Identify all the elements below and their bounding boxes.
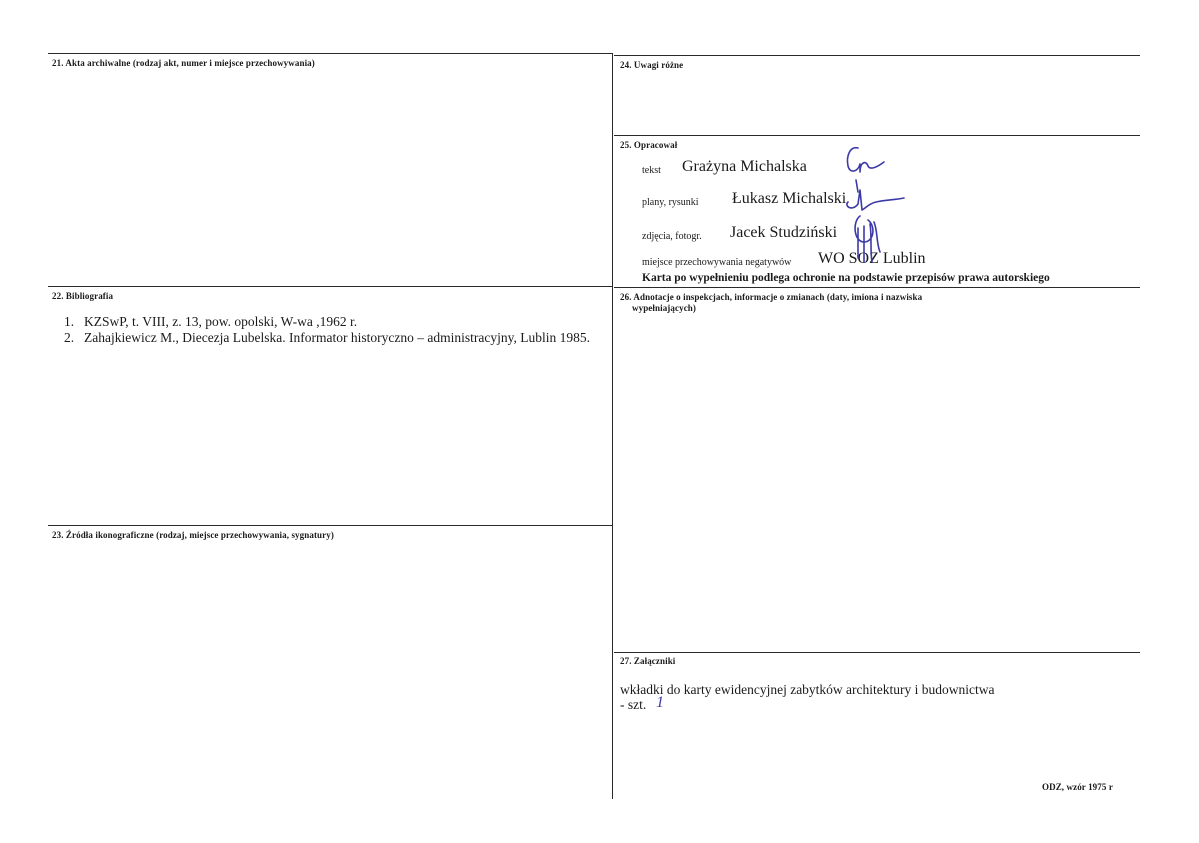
photos-author-value: Jacek Studziński (730, 224, 838, 241)
rule-25-top (614, 135, 1140, 136)
negatives-location-label: miejsce przechowywania negatywów (642, 257, 792, 268)
bibliography-item (64, 330, 624, 346)
signature-photos-author (838, 212, 888, 266)
section-21-title: 21. Akta archiwalne (rodzaj akt, numer i miejsce przechowywania) (52, 58, 315, 68)
bibliography-item-number: 1. (64, 314, 75, 329)
top-rule-right (614, 55, 1140, 56)
bibliography-list (64, 314, 624, 346)
attachments-quantity-label: - szt. (620, 697, 647, 712)
bibliography-item-text: Zahajkiewicz M., Diecezja Lubelska. Informator historyczno – administracyjny, Lublin 1985. (84, 330, 590, 345)
attachments-quantity-value: 1 (656, 694, 664, 711)
copyright-note: Karta po wypełnieniu podlega ochronie na podstawie przepisów prawa autorskiego (642, 272, 1050, 284)
center-divider (612, 53, 613, 799)
top-rule-left (48, 53, 612, 54)
section-24-title: 24. Uwagi różne (620, 60, 684, 70)
section-22-title: 22. Bibliografia (52, 291, 114, 301)
photos-author-label: zdjęcia, fotogr. (642, 231, 702, 242)
bibliography-item-text: KZSwP, t. VIII, z. 13, pow. opolski, W-wa ,1962 r. (84, 314, 358, 329)
section-25-title: 25. Opracował (620, 140, 678, 150)
text-author-label: tekst (642, 165, 661, 176)
negatives-location-value: WO SOZ Lublin (818, 250, 926, 267)
rule-22-top (48, 286, 612, 287)
rule-23-top (48, 525, 612, 526)
section-27-title: 27. Załączniki (620, 656, 676, 666)
section-26-title: 26. Adnotacje o inspekcjach, informacje o zmianach (daty, imiona i nazwiska (620, 292, 923, 302)
plans-author-label: plany, rysunki (642, 197, 699, 208)
text-author-value: Grażyna Michalska (682, 158, 807, 175)
section-23-title: 23. Źródła ikonograficzne (rodzaj, miejsce przechowywania, sygnatury) (52, 530, 334, 540)
signature-text-author (840, 142, 890, 182)
rule-26-top (614, 287, 1140, 288)
bibliography-item (64, 314, 624, 330)
bibliography-item-number: 2. (64, 330, 75, 345)
rule-27-top (614, 652, 1140, 653)
attachments-description: wkładki do karty ewidencyjnej zabytków architektury i budownictwa (620, 682, 995, 697)
form-identifier: ODZ, wzór 1975 r (1042, 782, 1113, 792)
plans-author-value: Łukasz Michalski (732, 190, 847, 207)
section-26-title-continued: wypełniających) (632, 303, 696, 313)
